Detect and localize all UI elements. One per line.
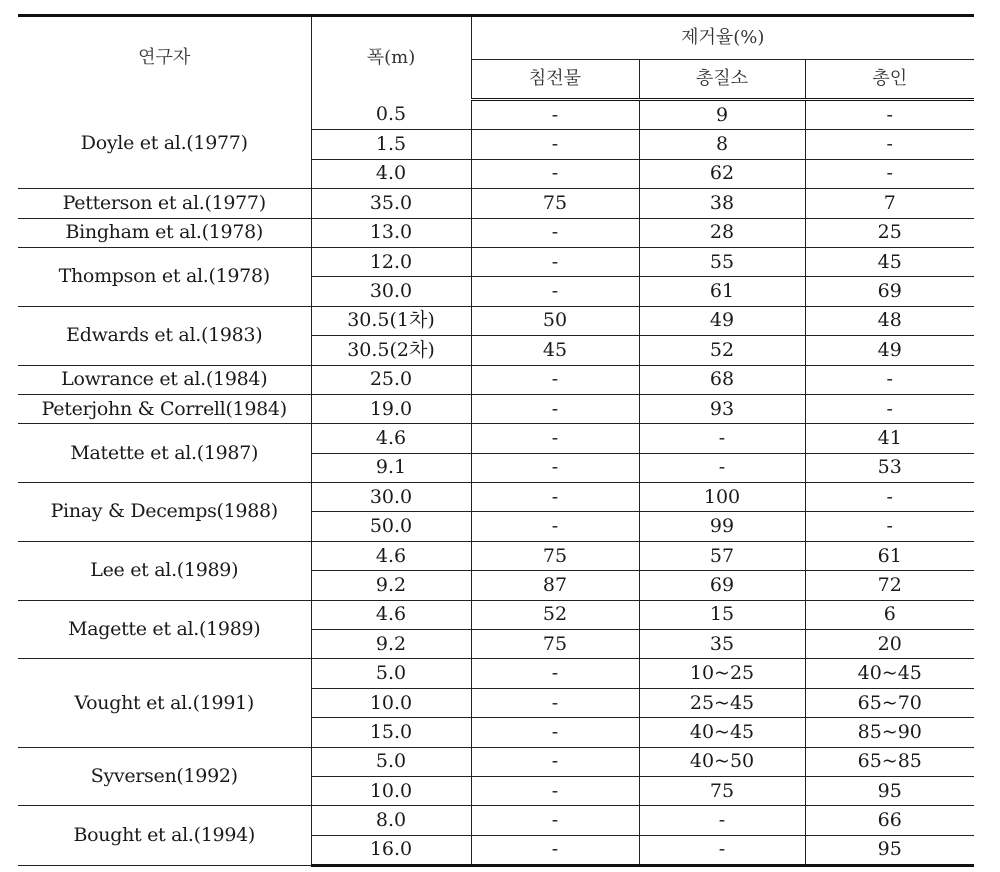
- cell-width: 9.1: [311, 453, 471, 482]
- cell-sediment: -: [471, 159, 639, 188]
- table-row: [18, 247, 974, 276]
- cell-sediment: -: [471, 130, 639, 159]
- table-row: [18, 600, 974, 629]
- cell-width: 9.2: [311, 571, 471, 600]
- cell-sediment: 75: [471, 630, 639, 659]
- cell-sediment: -: [471, 688, 639, 717]
- cell-sediment: -: [471, 247, 639, 276]
- cell-total-phosphorus: 45: [805, 247, 974, 276]
- cell-total-phosphorus: 48: [805, 306, 974, 335]
- cell-sediment: -: [471, 424, 639, 453]
- cell-sediment: -: [471, 218, 639, 247]
- cell-total-phosphorus: 61: [805, 541, 974, 570]
- cell-width: 30.0: [311, 277, 471, 306]
- cell-total-nitrogen: 55: [639, 247, 805, 276]
- cell-width: 10.0: [311, 776, 471, 805]
- cell-width: 9.2: [311, 630, 471, 659]
- cell-width: 5.0: [311, 747, 471, 776]
- header-total-nitrogen: 총질소: [639, 60, 805, 100]
- cell-total-nitrogen: 57: [639, 541, 805, 570]
- cell-sediment: 45: [471, 336, 639, 365]
- cell-researcher: Petterson et al.(1977): [18, 189, 311, 218]
- table-row: [18, 659, 974, 688]
- cell-total-nitrogen: -: [639, 806, 805, 835]
- cell-sediment: 52: [471, 600, 639, 629]
- cell-sediment: -: [471, 277, 639, 306]
- cell-total-phosphorus: 20: [805, 630, 974, 659]
- cell-researcher: Magette et al.(1989): [18, 600, 311, 659]
- cell-total-nitrogen: -: [639, 835, 805, 865]
- cell-total-nitrogen: 100: [639, 483, 805, 512]
- cell-total-phosphorus: -: [805, 365, 974, 394]
- cell-total-nitrogen: 9: [639, 100, 805, 130]
- cell-researcher: Peterjohn & Correll(1984): [18, 394, 311, 423]
- cell-width: 4.6: [311, 600, 471, 629]
- cell-total-phosphorus: 40~45: [805, 659, 974, 688]
- cell-total-nitrogen: 25~45: [639, 688, 805, 717]
- cell-total-nitrogen: 8: [639, 130, 805, 159]
- header-removal-rate: 제거율(%): [471, 16, 974, 60]
- cell-total-phosphorus: -: [805, 483, 974, 512]
- removal-rate-table-container: [18, 14, 974, 867]
- cell-sediment: -: [471, 512, 639, 541]
- cell-total-phosphorus: 7: [805, 189, 974, 218]
- cell-total-phosphorus: 95: [805, 776, 974, 805]
- header-width: 폭(m): [311, 16, 471, 100]
- cell-total-phosphorus: -: [805, 159, 974, 188]
- table-row: [18, 483, 974, 512]
- cell-total-phosphorus: 41: [805, 424, 974, 453]
- table-row: [18, 747, 974, 776]
- cell-researcher: Matette et al.(1987): [18, 424, 311, 483]
- table-row: [18, 394, 974, 423]
- cell-researcher: Syversen(1992): [18, 747, 311, 806]
- cell-width: 35.0: [311, 189, 471, 218]
- cell-sediment: -: [471, 100, 639, 130]
- cell-total-nitrogen: 62: [639, 159, 805, 188]
- cell-researcher: Pinay & Decemps(1988): [18, 483, 311, 542]
- table-body: [18, 100, 974, 866]
- table-row: [18, 218, 974, 247]
- cell-total-phosphorus: 85~90: [805, 718, 974, 747]
- cell-researcher: Thompson et al.(1978): [18, 247, 311, 306]
- cell-total-nitrogen: 99: [639, 512, 805, 541]
- cell-researcher: Lowrance et al.(1984): [18, 365, 311, 394]
- cell-researcher: Doyle et al.(1977): [18, 100, 311, 189]
- cell-width: 13.0: [311, 218, 471, 247]
- table-row: [18, 424, 974, 453]
- cell-total-phosphorus: -: [805, 512, 974, 541]
- cell-sediment: -: [471, 776, 639, 805]
- cell-sediment: 87: [471, 571, 639, 600]
- cell-sediment: -: [471, 453, 639, 482]
- cell-total-phosphorus: 65~70: [805, 688, 974, 717]
- cell-sediment: -: [471, 718, 639, 747]
- cell-researcher: Bought et al.(1994): [18, 806, 311, 866]
- header-total-phosphorus: 총인: [805, 60, 974, 100]
- cell-total-nitrogen: -: [639, 424, 805, 453]
- cell-width: 10.0: [311, 688, 471, 717]
- cell-width: 15.0: [311, 718, 471, 747]
- cell-total-phosphorus: -: [805, 100, 974, 130]
- cell-total-phosphorus: 69: [805, 277, 974, 306]
- cell-width: 50.0: [311, 512, 471, 541]
- cell-sediment: -: [471, 806, 639, 835]
- table-row: [18, 365, 974, 394]
- cell-total-phosphorus: -: [805, 394, 974, 423]
- cell-sediment: 75: [471, 541, 639, 570]
- table-header: [18, 16, 974, 100]
- cell-width: 0.5: [311, 100, 471, 130]
- cell-width: 16.0: [311, 835, 471, 865]
- cell-width: 4.0: [311, 159, 471, 188]
- cell-total-phosphorus: 6: [805, 600, 974, 629]
- cell-total-phosphorus: 65~85: [805, 747, 974, 776]
- removal-rate-table: [18, 14, 974, 867]
- cell-width: 25.0: [311, 365, 471, 394]
- cell-total-nitrogen: 68: [639, 365, 805, 394]
- cell-total-nitrogen: 40~45: [639, 718, 805, 747]
- cell-total-nitrogen: 40~50: [639, 747, 805, 776]
- cell-width: 5.0: [311, 659, 471, 688]
- cell-researcher: Bingham et al.(1978): [18, 218, 311, 247]
- cell-width: 1.5: [311, 130, 471, 159]
- cell-total-nitrogen: 10~25: [639, 659, 805, 688]
- cell-width: 30.0: [311, 483, 471, 512]
- cell-total-nitrogen: 93: [639, 394, 805, 423]
- cell-total-nitrogen: 75: [639, 776, 805, 805]
- header-sediment: 침전물: [471, 60, 639, 100]
- cell-sediment: 75: [471, 189, 639, 218]
- cell-researcher: Vought et al.(1991): [18, 659, 311, 747]
- cell-total-nitrogen: 35: [639, 630, 805, 659]
- cell-width: 19.0: [311, 394, 471, 423]
- cell-width: 30.5(1차): [311, 306, 471, 335]
- cell-total-nitrogen: 61: [639, 277, 805, 306]
- cell-width: 12.0: [311, 247, 471, 276]
- cell-total-nitrogen: 69: [639, 571, 805, 600]
- cell-total-nitrogen: 38: [639, 189, 805, 218]
- cell-sediment: -: [471, 365, 639, 394]
- cell-sediment: -: [471, 483, 639, 512]
- cell-sediment: 50: [471, 306, 639, 335]
- header-researcher: 연구자: [18, 16, 311, 100]
- cell-researcher: Lee et al.(1989): [18, 541, 311, 600]
- cell-sediment: -: [471, 394, 639, 423]
- cell-total-phosphorus: 95: [805, 835, 974, 865]
- table-row: [18, 100, 974, 130]
- table-row: [18, 306, 974, 335]
- table-row: [18, 189, 974, 218]
- cell-sediment: -: [471, 747, 639, 776]
- cell-total-nitrogen: 28: [639, 218, 805, 247]
- cell-total-phosphorus: 25: [805, 218, 974, 247]
- table-row: [18, 806, 974, 835]
- cell-width: 4.6: [311, 541, 471, 570]
- cell-total-phosphorus: 49: [805, 336, 974, 365]
- cell-researcher: Edwards et al.(1983): [18, 306, 311, 365]
- cell-total-phosphorus: -: [805, 130, 974, 159]
- cell-width: 8.0: [311, 806, 471, 835]
- cell-total-phosphorus: 66: [805, 806, 974, 835]
- cell-width: 30.5(2차): [311, 336, 471, 365]
- cell-sediment: -: [471, 659, 639, 688]
- cell-total-nitrogen: 15: [639, 600, 805, 629]
- cell-total-phosphorus: 53: [805, 453, 974, 482]
- cell-total-nitrogen: -: [639, 453, 805, 482]
- cell-sediment: -: [471, 835, 639, 865]
- table-row: [18, 541, 974, 570]
- cell-total-nitrogen: 52: [639, 336, 805, 365]
- cell-total-phosphorus: 72: [805, 571, 974, 600]
- cell-total-nitrogen: 49: [639, 306, 805, 335]
- cell-width: 4.6: [311, 424, 471, 453]
